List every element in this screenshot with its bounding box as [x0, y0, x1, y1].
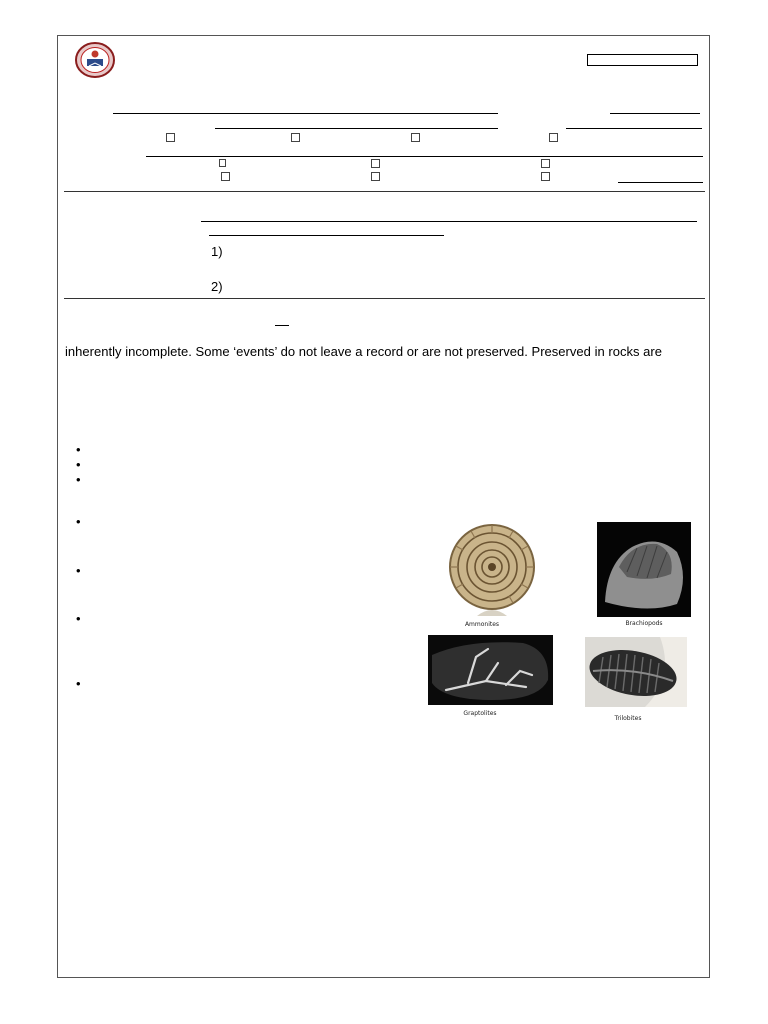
- score-line: [618, 182, 703, 183]
- field-line: [566, 128, 702, 129]
- option-checkbox[interactable]: [541, 159, 550, 168]
- bullet-point: •: [76, 676, 81, 691]
- bullet-point: •: [76, 442, 81, 457]
- ammonite-icon: [442, 519, 542, 619]
- fossil-figure: [420, 515, 700, 727]
- fossil-caption: Brachiopods: [625, 620, 663, 627]
- fossil-caption: Trilobites: [614, 715, 642, 722]
- instruction-line: [201, 221, 697, 222]
- option-checkbox[interactable]: [411, 133, 420, 142]
- brachiopod-icon: [597, 522, 691, 617]
- page-border: [57, 35, 710, 978]
- reference-number-box: [587, 54, 698, 66]
- field-line: [215, 128, 498, 129]
- dash-mark: [275, 325, 289, 326]
- bullet-point: •: [76, 611, 81, 626]
- question-2-number: 2): [211, 279, 223, 294]
- field-line: [146, 156, 703, 157]
- name-line: [113, 113, 498, 114]
- option-checkbox[interactable]: [371, 172, 380, 181]
- bullet-point: •: [76, 472, 81, 487]
- body-paragraph-line: inherently incomplete. Some ‘events’ do not leave a record or are not preserved. Preserved in rocks are: [65, 344, 662, 359]
- question-1-number: 1): [211, 244, 223, 259]
- option-checkbox[interactable]: [221, 172, 230, 181]
- date-line: [610, 113, 700, 114]
- section-divider: [64, 191, 705, 192]
- option-checkbox[interactable]: [166, 133, 175, 142]
- trilobite-icon: [585, 637, 687, 707]
- bullet-point: •: [76, 563, 81, 578]
- graptolite-icon: [428, 635, 553, 705]
- option-checkbox[interactable]: [371, 159, 380, 168]
- fossil-caption: Graptolites: [463, 710, 497, 717]
- fossil-caption: Ammonites: [464, 621, 500, 628]
- option-checkbox[interactable]: [219, 159, 226, 167]
- option-checkbox[interactable]: [541, 172, 550, 181]
- option-checkbox[interactable]: [291, 133, 300, 142]
- section-divider: [64, 298, 705, 299]
- school-seal-logo: [75, 42, 115, 78]
- bullet-point: •: [76, 457, 81, 472]
- bullet-point: •: [76, 514, 81, 529]
- instruction-line: [209, 235, 444, 236]
- option-checkbox[interactable]: [549, 133, 558, 142]
